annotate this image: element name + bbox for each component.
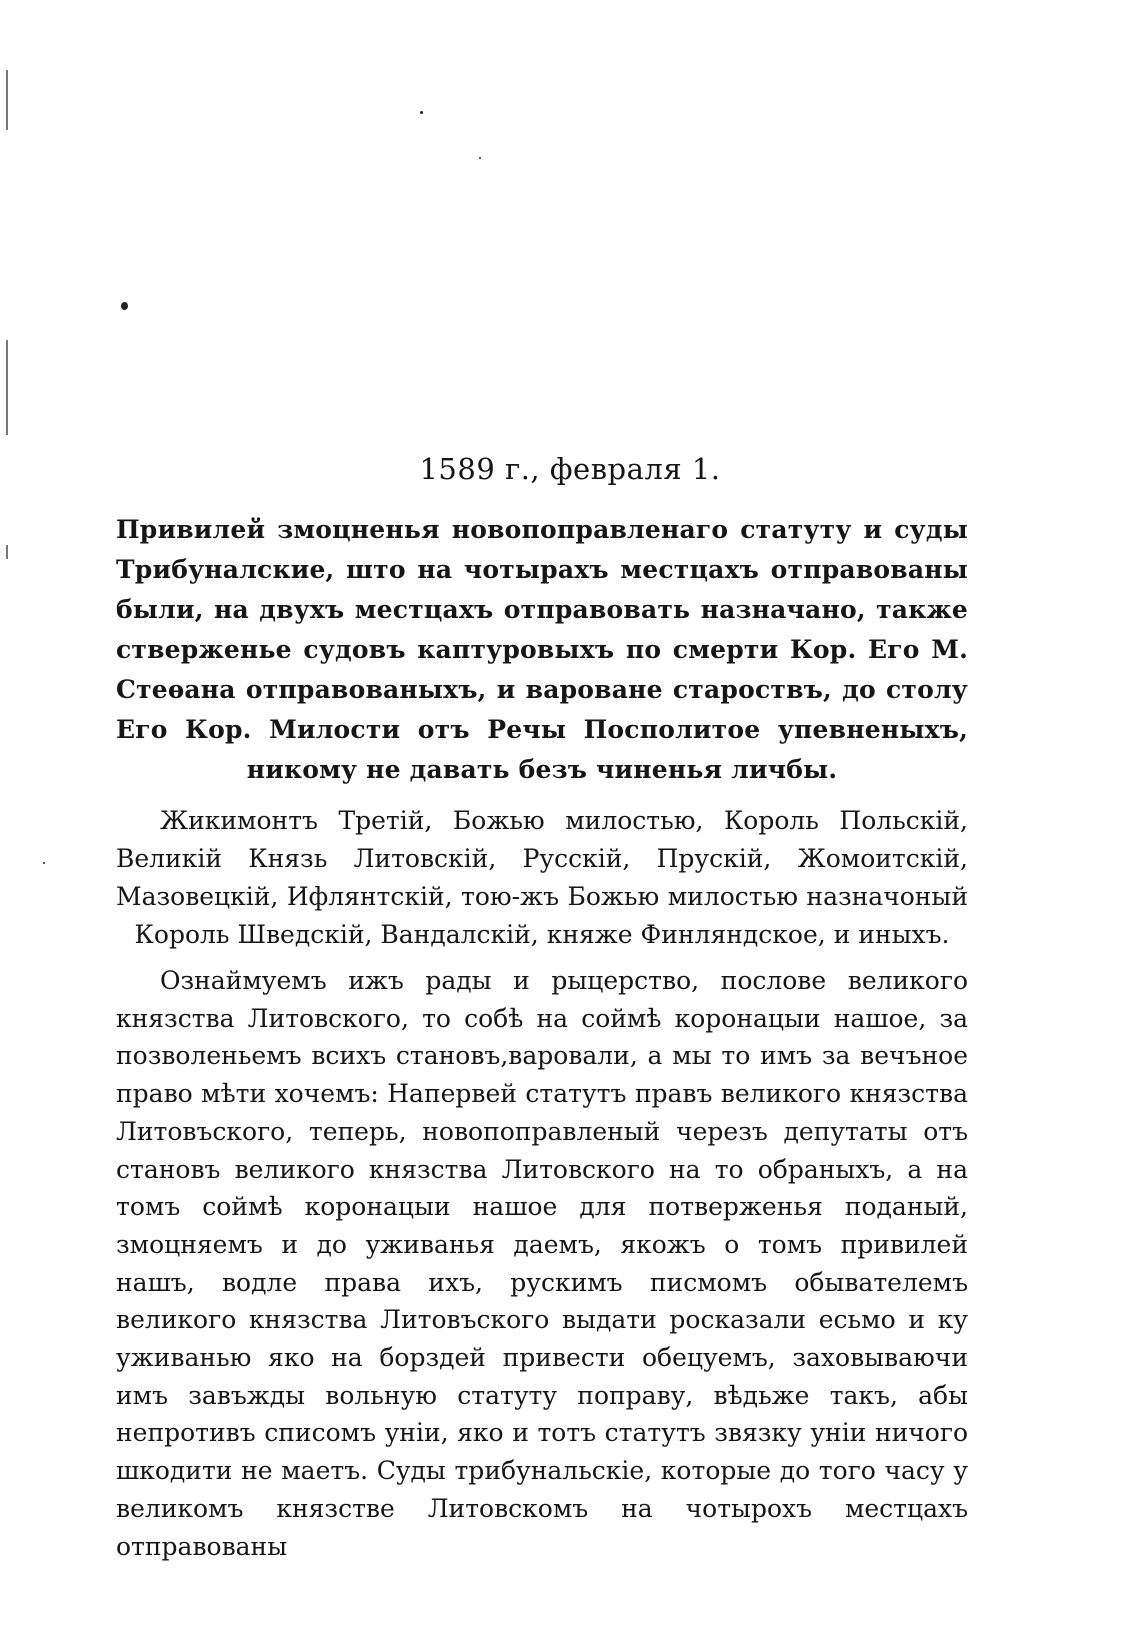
royal-address: Жикимонтъ Третій, Божью милостью, Король Польскій, Великій Князь Литовскій, Русскій, Прускій, Жомоитскій, Мазовецкій, Ифлянтскій, тою-жъ Божью милостью назначоный Король Шведскій, Вандалскій, княже Финляндское, и иныхъ. — [116, 806, 968, 949]
body-paragraph: Ознаймуемъ ижъ рады и рыцерство, послове великого князства Литовского, то собѣ на соймѣ коронацыи нашое, за позволеньемъ всихъ становъ,варовали, а мы то имъ за вечъное право мѣти хочемъ: Напервей статутъ правъ великого князства Литовъского, теперь, новопоправленый черезъ депутаты отъ становъ великого князства Литовского на то обраныхъ, а на томъ соймѣ коронацыи нашое для потверженья поданый, змоцняемъ и до уживанья даемъ, якожъ о томъ привилей нашъ, водле права ихъ, рускимъ писмомъ обывателемъ великого князства Литовъского выдати росказали есьмо и ку уживанью яко на борздей привести обецуемъ, заховываючи имъ завъжды вольную статуту поправу, вѣдьже такъ, абы непротивъ списомъ уніи, яко и тотъ статутъ звязку уніи ничого шкодити не маетъ. Суды трибунальскіе, которые до того часу у великомъ князстве Литовскомъ на чотырохъ местцахъ отправованы — [116, 966, 968, 1561]
scan-edge-mark — [6, 545, 8, 559]
scan-edge-mark — [6, 340, 8, 435]
scan-edge-mark — [6, 70, 8, 130]
date-line: 1589 г., февраля 1. — [419, 452, 721, 486]
document-title: Привилей змоцненья новопоправленаго статуту и суды Трибуналские, што на чотырахъ местцахъ отправованы были, на двухъ местцахъ отправовать назначано, также стверженье судовъ каптуровыхъ по смерти Кор. Его М. Стеѳана отправованыхъ, и вароване староствъ, до столу Его Кор. Милости отъ Речы Посполитое упевненыхъ, никому не давать безъ чиненья личбы. — [116, 515, 968, 784]
scan-speck — [121, 302, 128, 310]
scan-speck — [420, 111, 423, 114]
scan-speck — [43, 862, 45, 864]
scan-speck — [479, 157, 481, 159]
